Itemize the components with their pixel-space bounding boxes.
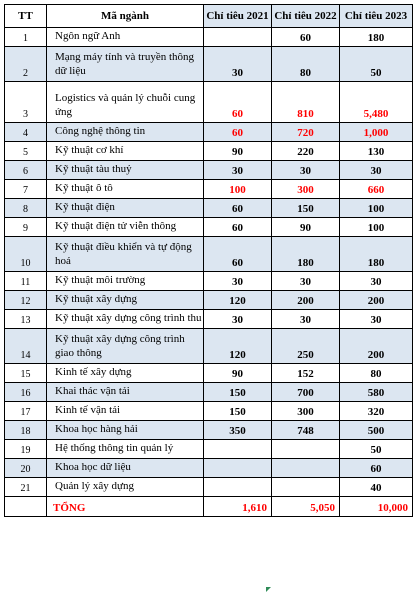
- table-row: [5, 310, 413, 329]
- row-number: 17: [5, 402, 47, 421]
- table-row: [5, 47, 413, 82]
- header-row: [5, 5, 413, 28]
- row-number: 2: [5, 47, 47, 82]
- quota-2021: 120: [204, 291, 272, 310]
- table-row: [5, 28, 413, 47]
- row-number: 1: [5, 28, 47, 47]
- table-row: [5, 82, 413, 123]
- quota-2021: 60: [204, 82, 272, 123]
- quota-2021: 90: [204, 364, 272, 383]
- program-name: Kỹ thuật điện tử viễn thông: [47, 218, 204, 237]
- quota-2022: 60: [272, 28, 340, 47]
- quota-2021: [204, 478, 272, 497]
- program-name: Logistics và quản lý chuỗi cung ứng: [47, 82, 204, 123]
- quota-2023: 660: [340, 180, 413, 199]
- table-row: [5, 161, 413, 180]
- table-row: [5, 364, 413, 383]
- total-2023: 10,000: [340, 497, 413, 517]
- quota-2022: 180: [272, 237, 340, 272]
- table-row: [5, 218, 413, 237]
- table-row: [5, 123, 413, 142]
- quota-2022: 30: [272, 161, 340, 180]
- row-number: 18: [5, 421, 47, 440]
- quota-2021: 150: [204, 383, 272, 402]
- quota-2022: 300: [272, 402, 340, 421]
- quota-2021: 30: [204, 272, 272, 291]
- table-row: [5, 142, 413, 161]
- program-name: Kinh tế xây dựng: [47, 364, 204, 383]
- program-name: Kỹ thuật xây dựng: [47, 291, 204, 310]
- program-name: Kỹ thuật ô tô: [47, 180, 204, 199]
- row-number: 6: [5, 161, 47, 180]
- quota-2023: 60: [340, 459, 413, 478]
- table-row: [5, 440, 413, 459]
- header-tt: TT: [5, 5, 47, 28]
- program-name: Kỹ thuật xây dựng công trình giao thông: [47, 329, 204, 364]
- quota-2023: 50: [340, 440, 413, 459]
- quota-2023: 80: [340, 364, 413, 383]
- quota-2023: 50: [340, 47, 413, 82]
- program-name: Khai thác vận tải: [47, 383, 204, 402]
- quota-2021: [204, 459, 272, 478]
- quota-2022: 720: [272, 123, 340, 142]
- quota-2022: 810: [272, 82, 340, 123]
- program-name: Ngôn ngữ Anh: [47, 28, 204, 47]
- row-number: 19: [5, 440, 47, 459]
- total-2021: 1,610: [204, 497, 272, 517]
- table-row: [5, 180, 413, 199]
- quota-2021: 120: [204, 329, 272, 364]
- quota-2023: 580: [340, 383, 413, 402]
- quota-2021: 90: [204, 142, 272, 161]
- program-name: Khoa học dữ liệu: [47, 459, 204, 478]
- row-number: 10: [5, 237, 47, 272]
- quota-2021: 30: [204, 47, 272, 82]
- row-number: 14: [5, 329, 47, 364]
- table-row: [5, 383, 413, 402]
- program-name: Kinh tế vận tải: [47, 402, 204, 421]
- quota-2023: 200: [340, 291, 413, 310]
- quota-2022: 30: [272, 310, 340, 329]
- table-row: [5, 459, 413, 478]
- total-2022: 5,050: [272, 497, 340, 517]
- quota-2022: 30: [272, 272, 340, 291]
- quota-2023: 30: [340, 310, 413, 329]
- table-row: [5, 237, 413, 272]
- quota-2021: 60: [204, 199, 272, 218]
- table-row: [5, 291, 413, 310]
- quota-2023: 200: [340, 329, 413, 364]
- row-number: 3: [5, 82, 47, 123]
- quota-2022: 80: [272, 47, 340, 82]
- quota-2023: 180: [340, 28, 413, 47]
- quota-2022: 220: [272, 142, 340, 161]
- quota-2023: 1,000: [340, 123, 413, 142]
- cell-note-marker: [266, 587, 271, 592]
- program-name: Kỹ thuật tàu thuỷ: [47, 161, 204, 180]
- program-name: Mạng máy tính và truyền thông dữ liệu: [47, 47, 204, 82]
- quota-2021: 350: [204, 421, 272, 440]
- quota-2022: 700: [272, 383, 340, 402]
- quota-2021: 150: [204, 402, 272, 421]
- header-2021: Chỉ tiêu 2021: [204, 5, 272, 28]
- quota-2021: 60: [204, 237, 272, 272]
- quota-2023: 30: [340, 161, 413, 180]
- quota-2021: [204, 28, 272, 47]
- quota-2023: 500: [340, 421, 413, 440]
- quota-2023: 180: [340, 237, 413, 272]
- table-row: [5, 272, 413, 291]
- quota-2022: [272, 459, 340, 478]
- program-name: Kỹ thuật môi trường: [47, 272, 204, 291]
- quota-2023: 100: [340, 199, 413, 218]
- row-number: 13: [5, 310, 47, 329]
- header-2023: Chỉ tiêu 2023: [340, 5, 413, 28]
- quota-2021: 100: [204, 180, 272, 199]
- quota-2021: 60: [204, 218, 272, 237]
- quota-2022: 90: [272, 218, 340, 237]
- row-number: 15: [5, 364, 47, 383]
- row-number: 12: [5, 291, 47, 310]
- program-name: Kỹ thuật xây dựng công trình thu: [47, 310, 204, 329]
- row-number: 16: [5, 383, 47, 402]
- quota-2022: 250: [272, 329, 340, 364]
- quota-2022: 152: [272, 364, 340, 383]
- quota-2021: 30: [204, 161, 272, 180]
- row-number: 9: [5, 218, 47, 237]
- quota-2023: 5,480: [340, 82, 413, 123]
- quota-2021: [204, 440, 272, 459]
- quota-2022: [272, 478, 340, 497]
- program-name: Hệ thống thông tin quản lý: [47, 440, 204, 459]
- program-name: Công nghệ thông tin: [47, 123, 204, 142]
- quota-2023: 320: [340, 402, 413, 421]
- quota-2023: 130: [340, 142, 413, 161]
- row-number: 7: [5, 180, 47, 199]
- total-row: [5, 497, 413, 517]
- program-name: Kỹ thuật cơ khí: [47, 142, 204, 161]
- quota-2022: 748: [272, 421, 340, 440]
- quota-2021: 60: [204, 123, 272, 142]
- quota-2023: 40: [340, 478, 413, 497]
- program-name: Khoa học hàng hải: [47, 421, 204, 440]
- total-tt: [5, 497, 47, 517]
- total-label: TỔNG: [47, 497, 204, 517]
- table-row: [5, 421, 413, 440]
- quota-2022: 150: [272, 199, 340, 218]
- quota-2023: 30: [340, 272, 413, 291]
- row-number: 8: [5, 199, 47, 218]
- table-row: [5, 329, 413, 364]
- header-name: Mã ngành: [47, 5, 204, 28]
- quota-2022: 300: [272, 180, 340, 199]
- row-number: 5: [5, 142, 47, 161]
- program-name: Kỹ thuật điều khiển và tự động hoá: [47, 237, 204, 272]
- program-name: Quản lý xây dựng: [47, 478, 204, 497]
- table-row: [5, 402, 413, 421]
- quota-2021: 30: [204, 310, 272, 329]
- table-row: [5, 199, 413, 218]
- admission-quota-table: [4, 4, 413, 517]
- program-name: Kỹ thuật điện: [47, 199, 204, 218]
- quota-2023: 100: [340, 218, 413, 237]
- row-number: 20: [5, 459, 47, 478]
- quota-2022: [272, 440, 340, 459]
- row-number: 11: [5, 272, 47, 291]
- header-2022: Chỉ tiêu 2022: [272, 5, 340, 28]
- table-row: [5, 478, 413, 497]
- row-number: 21: [5, 478, 47, 497]
- quota-2022: 200: [272, 291, 340, 310]
- row-number: 4: [5, 123, 47, 142]
